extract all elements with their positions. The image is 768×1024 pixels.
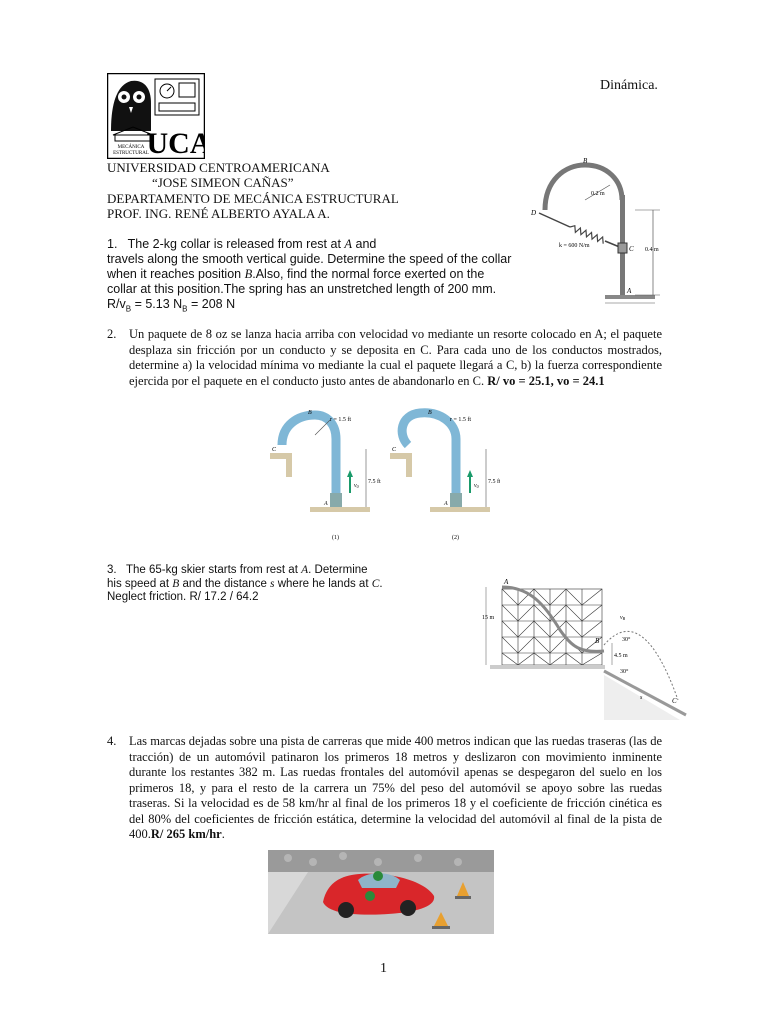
problem-1-line-1a: The 2-kg collar is released from rest at <box>127 237 345 251</box>
fig1-spring-k: k = 600 N/m <box>559 243 590 249</box>
fig1-height: 0.4 m <box>645 247 659 253</box>
fig1-label-d: D <box>531 209 537 217</box>
department-name: DEPARTAMENTO DE MECÁNICA ESTRUCTURAL <box>107 191 399 206</box>
fig3-label-s: s <box>640 695 643 701</box>
problem-1-var-b: B <box>244 267 253 281</box>
fig2-2-label-a: A <box>444 501 448 507</box>
problem-3-figure <box>480 575 690 720</box>
course-title: Dinámica. <box>600 78 658 93</box>
problem-3-number: 3. <box>107 564 117 576</box>
problem-2-number: 2. <box>107 327 117 341</box>
problem-1-line-1b: and <box>352 237 377 251</box>
fig2-2-label-b: B <box>428 410 432 416</box>
fig3-label-b: B <box>595 637 600 645</box>
fig2-2-radius: r = 1.5 ft <box>450 417 472 423</box>
fig2-2-v0: v0 <box>474 483 479 489</box>
problem-1-figure <box>525 155 670 315</box>
problem-4-figure <box>268 850 494 934</box>
fig3-label-c: C <box>672 697 677 705</box>
fig3-angle-2: 30° <box>620 669 629 675</box>
problem-4-answer: R/ 265 km/hr <box>150 827 222 841</box>
university-logo <box>107 73 205 159</box>
fig3-label-a: A <box>504 578 509 586</box>
problem-1-var-a: A <box>344 237 353 251</box>
fig1-label-b: B <box>583 157 588 165</box>
problem-3-answer: Neglect friction. R/ 17.2 / 64.2 <box>107 591 259 603</box>
fig2-1-label-b: B <box>308 410 312 416</box>
conduit-1 <box>270 410 381 541</box>
problem-1-line-3b: .Also, find the normal force exerted on the <box>252 267 485 281</box>
fig2-1-radius: r = 1.5 ft <box>330 417 352 423</box>
fig1-radius: 0.2 m <box>591 191 605 197</box>
fig2-1-label-c: C <box>272 447 277 453</box>
fig2-2-label-c: C <box>392 447 397 453</box>
fig2-1-height: 7.5 ft <box>368 479 381 485</box>
problem-1-line-3a: when it reaches position <box>107 267 245 281</box>
problem-1-line-4: collar at this position.The spring has an unstretched length of 200 mm. <box>107 282 497 296</box>
problem-1-text <box>107 237 527 317</box>
fig3-angle-1: 30° <box>622 637 631 643</box>
problem-1-answer: $R/v_B = 5.13$ $N_B = 208$ N <box>107 297 236 314</box>
fig2-2-height: 7.5 ft <box>488 479 500 485</box>
problem-2-figure <box>270 405 500 545</box>
logo-caption-2: ESTRUCTURAL <box>113 151 149 156</box>
conduit-2 <box>390 410 500 541</box>
university-name: UNIVERSIDAD CENTROAMERICANA <box>107 160 330 175</box>
logo-letters: UCA <box>146 127 205 159</box>
fig2-caption-2: (2) <box>452 535 459 541</box>
fig3-vb: vB <box>620 615 626 621</box>
problem-4-text: Las marcas dejadas sobre una pista de carreras que mide 400 metros indican que las ruedas traseras (las de tracción) de un automóvil patinaron los primeros 18 metros y deslizaron con movimiento inminente durante los restantes 382 m. Las ruedas frontales del automóvil apenas se despegaron del suelo en los primeros 18, y para el resto de la carrera un 75% del peso del automóvil se apoyo sobre las ruedas traseras. Si la velocidad es de 58 km/hr al final de los primeros 18 y el coeficiente de fricción cinética es del 80% del coeficientes de fricción estática, determine la velocidad del automóvil al final de la pista de 400.R/ 265 km/hr. <box>129 734 662 841</box>
fig2-1-v0: v0 <box>354 483 359 489</box>
fig1-label-a: A <box>627 287 632 295</box>
problem-1-number: 1. <box>107 237 118 251</box>
problem-2-text: Un paquete de 8 oz se lanza hacia arriba con velocidad vo mediante un resorte colocado en A; el paquete desplaza sin fricción por un conducto y se deposita en C. Para cada uno de los conductos mostrados, determine a) la velocidad mínima vo mediante la cual el paquete llegará a C, b) la fuerza correspondiente ejercida por el paquete en el conducto justo antes de abandonarlo en C. R/ vo = 25.1, vo = 24.1 <box>129 327 662 388</box>
logo-caption-1: MECÁNICA <box>117 145 145 150</box>
fig3-height: 15 m <box>482 615 495 621</box>
problem-1-line-2: travels along the smooth vertical guide. Determine the speed of the collar <box>107 252 512 266</box>
fig3-height-2: 4.5 m <box>614 653 628 659</box>
fig2-1-label-a: A <box>324 501 328 507</box>
problem-3-text: 3. The 65-kg skier starts from rest at A. Determine his speed at B and the distance s where he lands at C. Neglect friction. R/ 17.2 / 64.2 <box>107 564 407 605</box>
problem-4-number: 4. <box>107 734 117 748</box>
page-number: 1 <box>380 961 387 976</box>
fig1-label-c: C <box>629 245 634 253</box>
problem-2-answer: R/ vo = 25.1, vo = 24.1 <box>487 373 605 388</box>
professor-name: PROF. ING. RENÉ ALBERTO AYALA A. <box>107 206 330 221</box>
university-subname: “JOSE SIMEON CAÑAS” <box>152 175 294 190</box>
fig2-caption-1: (1) <box>332 535 339 541</box>
